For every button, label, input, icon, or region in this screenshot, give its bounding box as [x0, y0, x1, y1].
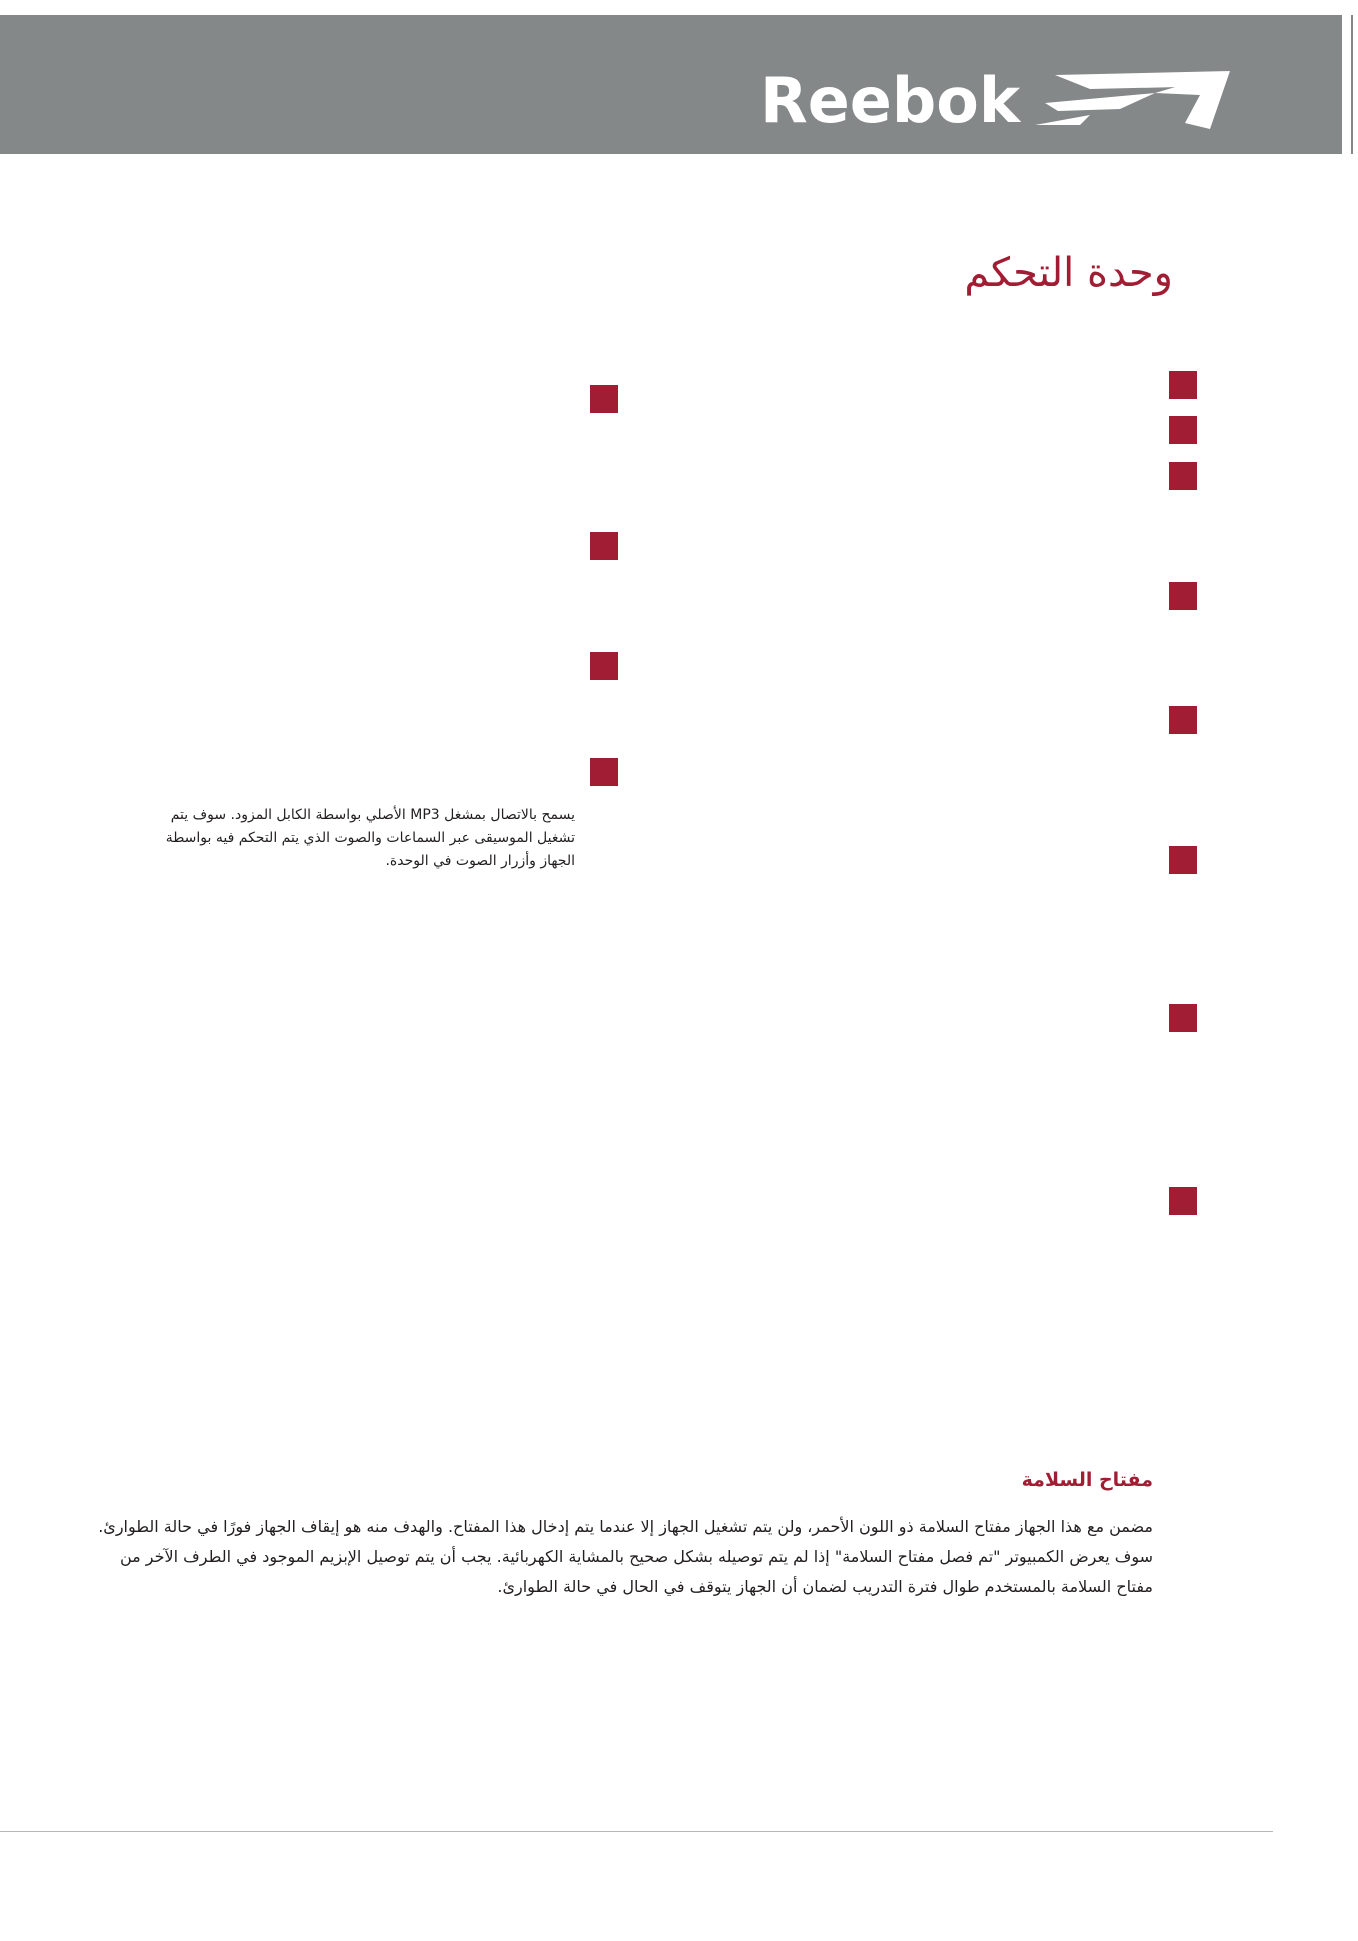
callout-marker — [1169, 371, 1197, 399]
safety-key-body: مضمن مع هذا الجهاز مفتاح السلامة ذو اللون الأحمر، ولن يتم تشغيل الجهاز إلا عندما يتم إدخال هذا المفتاح. والهدف منه هو إيقاف الجهاز فورًا في حالة الطوارئ. سوف يعرض الكمبيوتر "تم فصل مفتاح السلامة" إذا لم يتم توصيله بشكل صحيح بالمشاية الكهربائية. يجب أن يتم توصيل الإبزيم الموجود في الطرف الآخر من مفتاح السلامة بالمستخدم طوال فترة التدريب لضمان أن الجهاز يتوقف في الحال في حالة الطوارئ. — [98, 1517, 1153, 1596]
callout-marker — [1169, 582, 1197, 610]
callout-marker — [1169, 1187, 1197, 1215]
callout-marker — [590, 758, 618, 786]
safety-key-heading: مفتاح السلامة — [1021, 1469, 1153, 1491]
callout-marker — [1169, 706, 1197, 734]
callout-marker — [1169, 462, 1197, 490]
callout-marker — [1169, 846, 1197, 874]
callout-marker — [1169, 416, 1197, 444]
callout-marker — [590, 652, 618, 680]
reebok-logo — [760, 65, 1230, 135]
page-edge-line — [1351, 15, 1353, 154]
callout-marker — [590, 385, 618, 413]
callout-marker — [1169, 1004, 1197, 1032]
mp3-callout-text: يسمح بالاتصال بمشغل MP3 الأصلي بواسطة الكابل المزود. سوف يتم تشغيل الموسيقى عبر السماعات والصوت الذي يتم التحكم فيه بواسطة الجهاز وأزرار الصوت في الوحدة. — [165, 807, 575, 869]
callout-marker — [590, 532, 618, 560]
page-title: وحدة التحكم — [964, 250, 1173, 296]
brand-wordmark: Reebok — [760, 65, 1021, 135]
footer-rule — [0, 1831, 1273, 1832]
reebok-vector-icon — [1035, 71, 1230, 129]
